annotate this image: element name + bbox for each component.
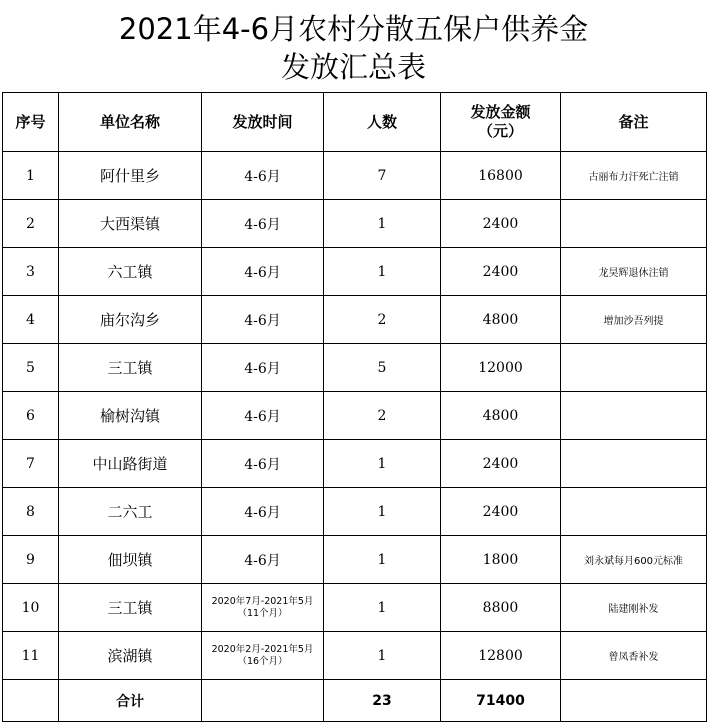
row-time-range: 2020年7月-2021年5月	[211, 595, 314, 607]
row-note	[561, 440, 707, 488]
row-note: 陆建刚补发	[561, 584, 707, 632]
row-time: 4-6月	[202, 344, 324, 392]
row-amount: 12000	[441, 344, 561, 392]
header-amount-line1: 发放金额	[470, 103, 531, 121]
row-seq: 6	[3, 392, 59, 440]
row-seq: 5	[3, 344, 59, 392]
header-seq: 序号	[3, 93, 59, 152]
row-count: 2	[324, 296, 441, 344]
row-count: 7	[324, 152, 441, 200]
row-amount: 8800	[441, 584, 561, 632]
row-time	[202, 632, 324, 680]
total-seq-cell	[3, 680, 59, 722]
row-time: 4-6月	[202, 392, 324, 440]
row-count: 2	[324, 392, 441, 440]
row-note: 刘永斌每月600元标准	[561, 536, 707, 584]
table-row	[3, 632, 707, 680]
row-amount: 4800	[441, 392, 561, 440]
row-time-months: （16个月）	[237, 655, 288, 667]
row-count: 1	[324, 632, 441, 680]
row-note: 龙昊辉退休注销	[561, 248, 707, 296]
table-row	[3, 344, 707, 392]
total-note-cell	[561, 680, 707, 722]
row-amount: 2400	[441, 488, 561, 536]
row-time: 4-6月	[202, 200, 324, 248]
row-count: 1	[324, 488, 441, 536]
row-note: 增加沙吾列提	[561, 296, 707, 344]
row-time-months: （11个月）	[237, 607, 288, 619]
row-note	[561, 344, 707, 392]
header-unit: 单位名称	[59, 93, 202, 152]
row-unit: 佃坝镇	[59, 536, 202, 584]
total-amount: 71400	[441, 680, 561, 722]
total-label: 合计	[59, 680, 202, 722]
table-row	[3, 488, 707, 536]
row-unit: 庙尔沟乡	[59, 296, 202, 344]
header-amount	[441, 93, 561, 152]
row-note	[561, 488, 707, 536]
row-seq: 11	[3, 632, 59, 680]
row-amount: 16800	[441, 152, 561, 200]
row-amount: 4800	[441, 296, 561, 344]
table-header-row	[3, 93, 707, 152]
row-count: 1	[324, 440, 441, 488]
row-time: 4-6月	[202, 248, 324, 296]
table-row	[3, 296, 707, 344]
row-seq: 8	[3, 488, 59, 536]
row-seq: 4	[3, 296, 59, 344]
row-unit: 中山路街道	[59, 440, 202, 488]
table-row	[3, 584, 707, 632]
row-unit: 六工镇	[59, 248, 202, 296]
row-unit: 三工镇	[59, 584, 202, 632]
row-time: 4-6月	[202, 152, 324, 200]
row-count: 1	[324, 248, 441, 296]
row-amount: 2400	[441, 248, 561, 296]
header-note: 备注	[561, 93, 707, 152]
total-row	[3, 680, 707, 722]
row-unit: 滨湖镇	[59, 632, 202, 680]
row-seq: 10	[3, 584, 59, 632]
row-time: 4-6月	[202, 488, 324, 536]
page-subtitle: 发放汇总表	[280, 50, 426, 84]
row-note: 古丽布力汗死亡注销	[561, 152, 707, 200]
row-time	[202, 584, 324, 632]
total-count: 23	[324, 680, 441, 722]
row-unit: 榆树沟镇	[59, 392, 202, 440]
table-row	[3, 536, 707, 584]
row-unit: 阿什里乡	[59, 152, 202, 200]
row-seq: 7	[3, 440, 59, 488]
total-time-cell	[202, 680, 324, 722]
row-time: 4-6月	[202, 536, 324, 584]
row-note	[561, 200, 707, 248]
row-amount: 2400	[441, 200, 561, 248]
row-seq: 3	[3, 248, 59, 296]
table-row	[3, 200, 707, 248]
header-count: 人数	[324, 93, 441, 152]
row-amount: 12800	[441, 632, 561, 680]
row-seq: 2	[3, 200, 59, 248]
row-unit: 三工镇	[59, 344, 202, 392]
table-body	[3, 152, 707, 680]
row-count: 1	[324, 536, 441, 584]
row-note	[561, 392, 707, 440]
header-amount-line2: （元）	[477, 122, 523, 140]
row-count: 1	[324, 584, 441, 632]
page-title: 2021年4-6月农村分散五保户供养金	[118, 12, 589, 46]
row-unit: 二六工	[59, 488, 202, 536]
row-unit: 大西渠镇	[59, 200, 202, 248]
table-row	[3, 440, 707, 488]
row-seq: 9	[3, 536, 59, 584]
table-row	[3, 248, 707, 296]
row-note: 曾凤香补发	[561, 632, 707, 680]
title-block	[0, 0, 707, 92]
row-time: 4-6月	[202, 440, 324, 488]
header-time: 发放时间	[202, 93, 324, 152]
row-count: 5	[324, 344, 441, 392]
row-count: 1	[324, 200, 441, 248]
row-time: 4-6月	[202, 296, 324, 344]
table-row	[3, 392, 707, 440]
row-seq: 1	[3, 152, 59, 200]
row-amount: 1800	[441, 536, 561, 584]
row-amount: 2400	[441, 440, 561, 488]
summary-table	[2, 92, 707, 722]
row-time-range: 2020年2月-2021年5月	[211, 643, 314, 655]
table-row	[3, 152, 707, 200]
